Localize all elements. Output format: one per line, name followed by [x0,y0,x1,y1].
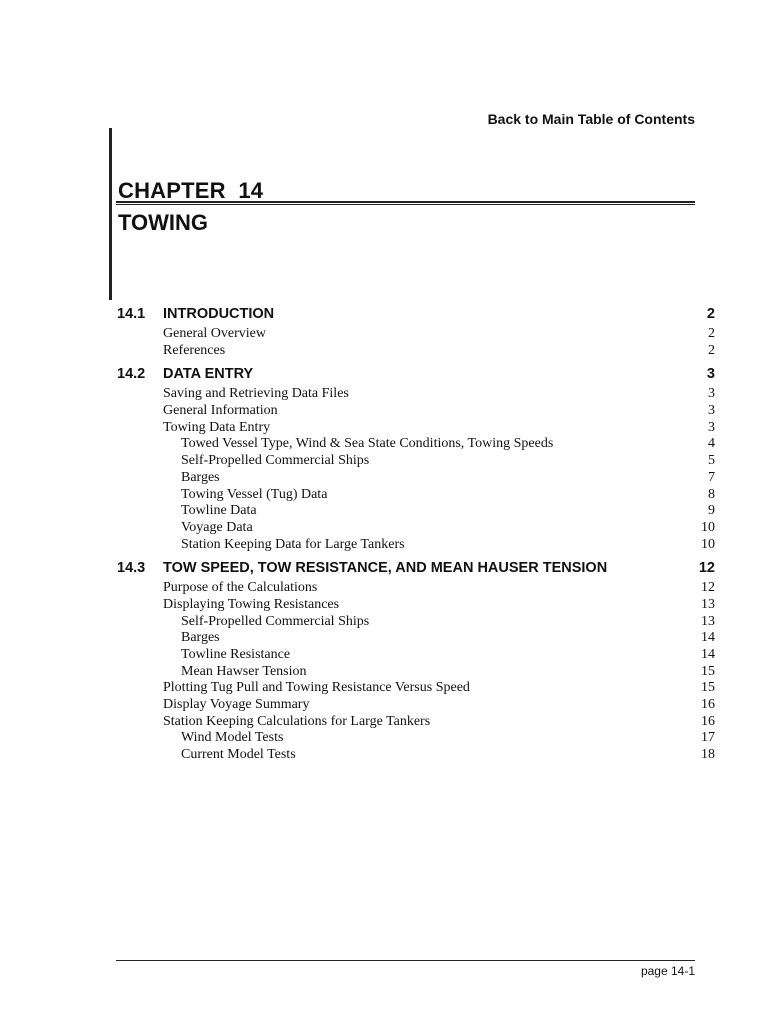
toc-entry-title: Voyage Data [181,519,253,535]
toc-section [117,306,715,359]
section-number: 14.2 [117,366,146,383]
toc-entry[interactable] [117,520,715,537]
section-title: DATA ENTRY [163,366,254,383]
toc-entry[interactable] [117,487,715,504]
toc-entry-title: Towline Data [181,503,257,519]
toc-entry[interactable] [117,730,715,747]
page-number: page 14-1 [640,964,695,978]
toc-entry-title: Towline Resistance [181,647,291,662]
toc-entry[interactable] [117,386,715,403]
section-number: 14.3 [117,560,146,577]
toc-section [117,366,715,553]
toc-section-heading[interactable] [117,366,715,386]
toc-entry[interactable] [117,597,715,614]
toc-section-heading[interactable] [117,306,715,326]
section-title: INTRODUCTION [163,306,275,322]
toc-entry-title: Display Voyage Summary [163,697,310,713]
toc-entry-title: Station Keeping Calculations for Large Tankers [163,713,431,729]
toc-entry-title: Towing Vessel (Tug) Data [181,486,328,502]
toc-entry[interactable] [117,503,715,520]
toc-entry-title: Self-Propelled Commercial Ships [181,453,370,469]
toc-entry-title: Purpose of the Calculations [163,580,318,596]
toc-entry-page-number: 12 [701,580,715,596]
toc-entry-title: Barges [181,630,220,646]
toc-entry-page-number: 14 [701,630,715,646]
toc-entry[interactable] [117,664,715,681]
toc-entry-title: Towing Data Entry [163,419,271,435]
toc-entry[interactable] [117,343,715,360]
toc-entry-page-number: 3 [708,419,715,435]
toc-entry[interactable] [117,420,715,437]
toc-entry-page-number: 15 [701,663,715,679]
toc-entry-page-number: 7 [708,469,715,485]
toc-entry[interactable] [117,697,715,714]
toc-entry[interactable] [117,436,715,453]
toc-entry-title: Towed Vessel Type, Wind & Sea State Conditions, Towing Speeds [181,436,554,452]
toc-entry-page-number: 3 [708,403,715,419]
toc-entry-page-number: 8 [708,486,715,502]
toc-entry-page-number: 18 [701,747,715,763]
toc-entry-title: Current Model Tests [181,747,296,763]
section-page-number: 12 [698,560,715,577]
toc-entry[interactable] [117,453,715,470]
toc-entry-page-number: 13 [701,596,715,612]
toc-entry-page-number: 16 [701,713,715,729]
toc-entry[interactable] [117,747,715,764]
footer-rule [116,960,695,961]
toc-entry-title: Plotting Tug Pull and Towing Resistance Versus Speed [163,680,470,696]
toc-entry-page-number: 13 [701,613,715,629]
toc-entry[interactable] [117,470,715,487]
toc-entry-page-number: 16 [701,697,715,713]
section-page-number: 3 [706,366,715,383]
toc-entry-page-number: 2 [708,342,715,358]
toc-entry-title: Wind Model Tests [181,730,284,746]
chapter-title: TOWING [118,210,209,235]
toc-entry[interactable] [117,714,715,731]
chapter-side-bar [109,128,112,300]
toc-entry-page-number: 9 [708,503,715,519]
toc-entry[interactable] [117,326,715,343]
toc-entry-title: Self-Propelled Commercial Ships [181,613,370,629]
toc-entry-title: Displaying Towing Resistances [163,596,340,612]
section-title: TOW SPEED, TOW RESISTANCE, AND MEAN HAUSER TENSION [163,560,608,577]
toc-entry-title: Saving and Retrieving Data Files [163,386,349,402]
table-of-contents [117,306,715,771]
toc-entry-title: Barges [181,469,220,485]
toc-entry-page-number: 5 [708,453,715,469]
back-to-toc-link[interactable]: Back to Main Table of Contents [487,111,695,127]
toc-entry[interactable] [117,630,715,647]
toc-entry[interactable] [117,580,715,597]
chapter-label: CHAPTER 14 [118,178,264,203]
toc-entry-page-number: 2 [708,326,715,341]
toc-entry[interactable] [117,403,715,420]
section-page-number: 2 [706,306,715,322]
toc-entry-page-number: 14 [701,647,715,662]
toc-entry[interactable] [117,537,715,554]
toc-entry-page-number: 15 [701,680,715,696]
section-number: 14.1 [117,306,146,322]
chapter-rule [116,201,695,205]
toc-entry-page-number: 17 [701,730,715,746]
toc-entry-page-number: 10 [701,536,715,552]
toc-entry-title: References [163,342,226,358]
toc-section-heading[interactable] [117,560,715,580]
toc-entry-title: Station Keeping Data for Large Tankers [181,536,405,552]
toc-section [117,560,715,764]
toc-entry[interactable] [117,647,715,664]
toc-entry-page-number: 4 [708,436,715,452]
toc-entry-page-number: 10 [701,519,715,535]
toc-entry-title: Mean Hawser Tension [181,663,307,679]
toc-entry-page-number: 3 [708,386,715,402]
toc-entry-title: General Information [163,403,278,419]
toc-entry-title: General Overview [163,326,267,341]
toc-entry[interactable] [117,680,715,697]
toc-entry[interactable] [117,614,715,631]
